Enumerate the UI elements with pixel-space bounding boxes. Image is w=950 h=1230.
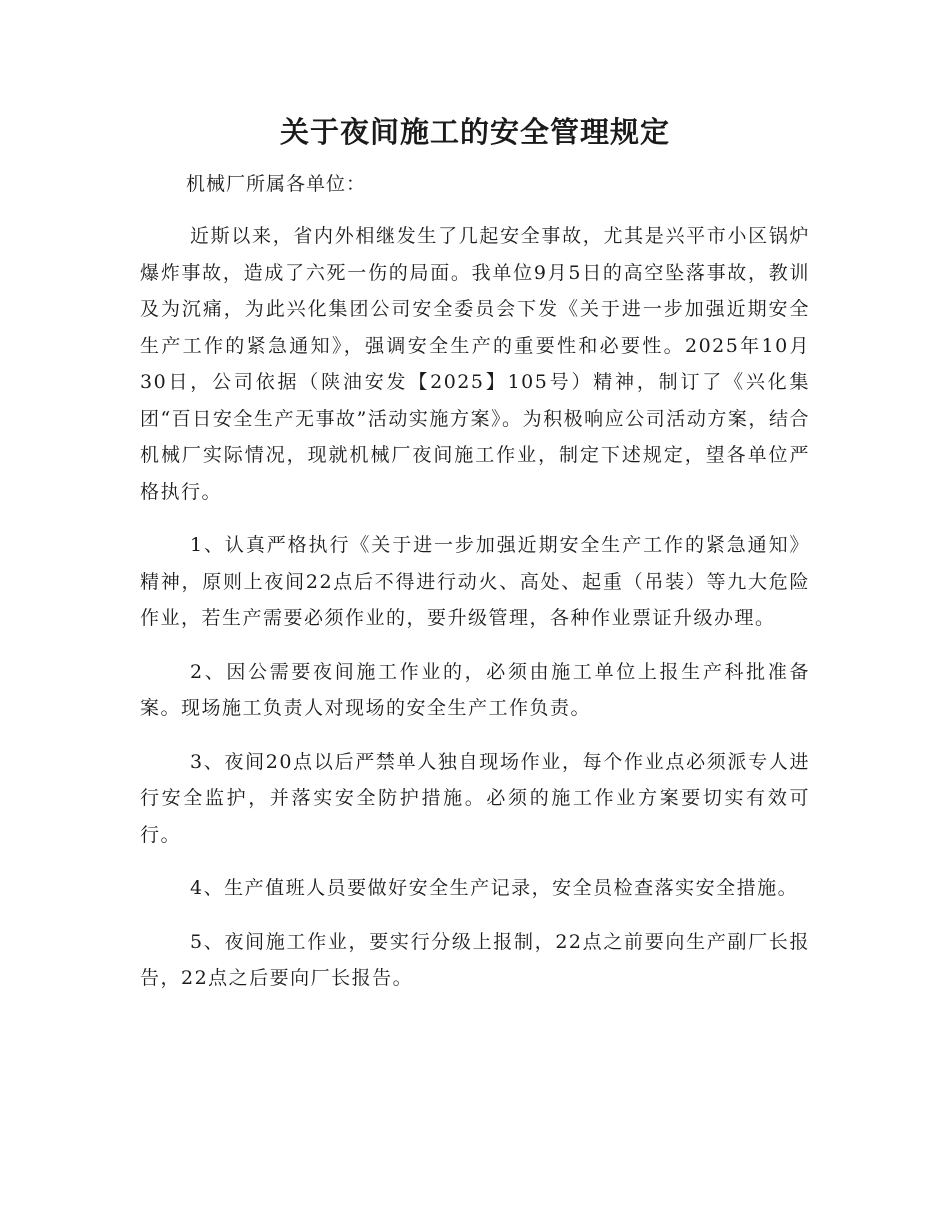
rule-item-5: 5、夜间施工作业，要实行分级上报制，22点之前要向生产副厂长报告，22点之后要向厂长报告。 [140, 930, 810, 989]
intro-paragraph: 近斯以来，省内外相继发生了几起安全事故，尤其是兴平市小区锅炉爆炸事故，造成了六死一伤的局面。我单位9月5日的高空坠落事故，教训及为沉痛，为此兴化集团公司安全委员会下发《关于进一步加强近期安全生产工作的紧急通知》，强调安全生产的重要性和必要性。2025年10月30日，公司依据（陕油安发【2025】105号）精神，制订了《兴化集团“百日安全生产无事故”活动实施方案》。为积极响应公司活动方案，结合机械厂实际情况，现就机械厂夜间施工作业，制定下述规定，望各单位严格执行。 [140, 225, 810, 503]
rule-item-2: 2、因公需要夜间施工作业的，必须由施工单位上报生产科批准备案。现场施工负责人对现场的安全生产工作负责。 [140, 660, 810, 719]
document-body [140, 168, 810, 1014]
rule-item-4: 4、生产值班人员要做好安全生产记录，安全员检查落实安全措施。 [190, 877, 799, 899]
document-title: 关于夜间施工的安全管理规定 [279, 115, 670, 149]
salutation: 机械厂所属各单位： [186, 173, 367, 195]
rule-item-1: 1、认真严格执行《关于进一步加强近期安全生产工作的紧急通知》精神，原则上夜间22点后不得进行动火、高处、起重（吊装）等九大危险作业，若生产需要必须作业的，要升级管理，各种作业票证升级办理。 [140, 534, 810, 629]
rule-item-3: 3、夜间20点以后严禁单人独自现场作业，每个作业点必须派专人进行安全监护，并落实安全防护措施。必须的施工作业方案要切实有效可行。 [140, 750, 810, 846]
